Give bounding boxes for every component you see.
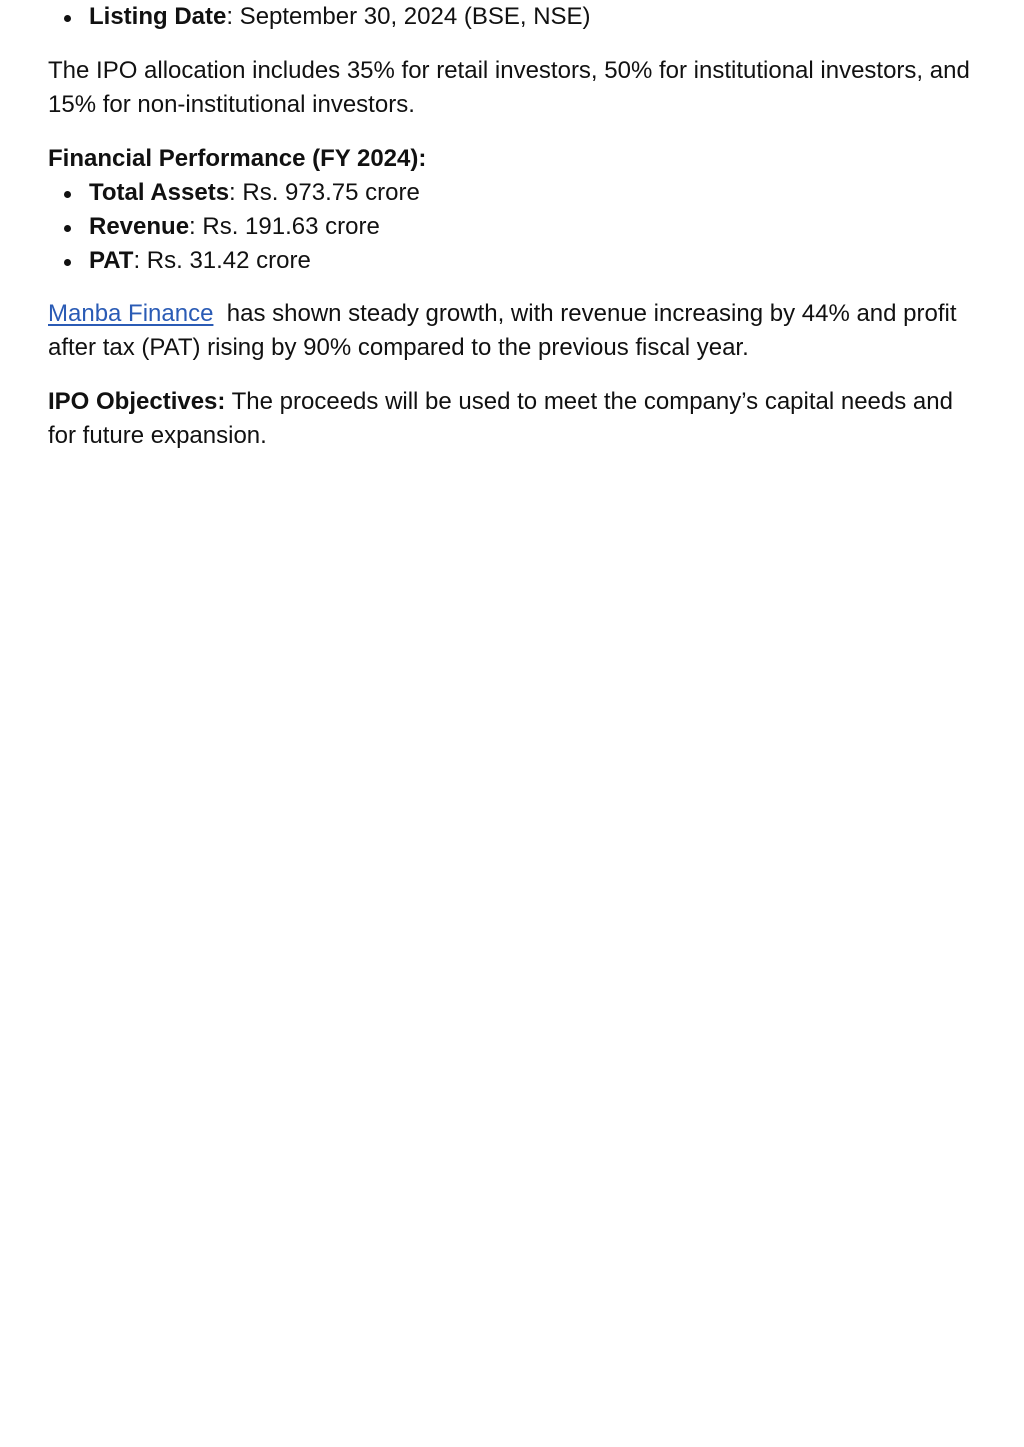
financial-performance-heading: Financial Performance (FY 2024): [48,145,427,172]
revenue-label: Revenue [89,213,190,240]
listing-list [48,0,978,34]
pat-label: PAT [89,247,134,274]
document-page [48,0,978,453]
list-item-revenue [48,210,978,244]
total-assets-value: : Rs. 973.75 crore [229,179,420,206]
objectives-text: The proceeds will be used to meet the company’s capital needs and for future expansion. [48,388,953,449]
listing-date-label: Listing Date [89,3,227,30]
financials-list [48,176,978,278]
list-item-listing-date [48,0,978,34]
objectives-label: IPO Objectives: [48,388,226,415]
list-item-total-assets [48,176,978,210]
pat-value: : Rs. 31.42 crore [133,247,311,274]
listing-date-value: : September 30, 2024 (BSE, NSE) [226,3,591,30]
list-item-pat [48,244,978,278]
allocation-paragraph: The IPO allocation includes 35% for retail investors, 50% for institutional investors, and 15% for non-institutional investors. [48,57,970,118]
revenue-value: : Rs. 191.63 crore [189,213,380,240]
objectives-paragraph [48,385,978,453]
growth-text: has shown steady growth, with revenue increasing by 44% and profit after tax (PAT) rising by 90% compared to the previous fiscal year. [48,300,964,361]
total-assets-label: Total Assets [89,179,230,206]
growth-paragraph [48,297,978,365]
manba-finance-link[interactable]: Manba Finance [48,300,214,327]
